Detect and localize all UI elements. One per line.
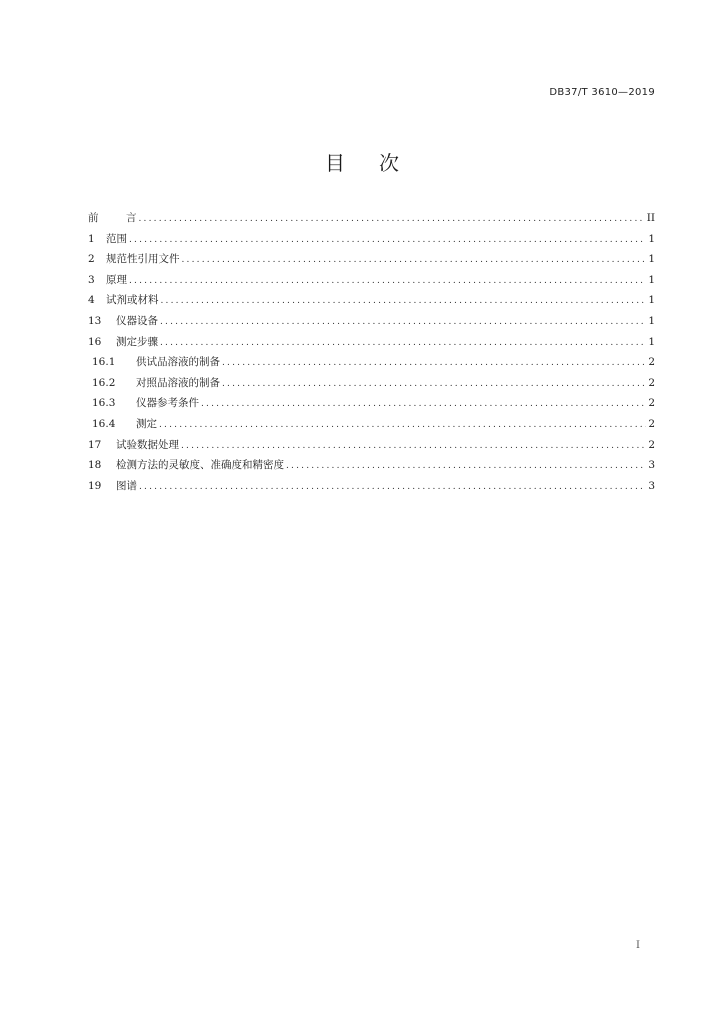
- toc-entry-page: 3: [648, 479, 655, 492]
- toc-entry-page: 2: [648, 356, 655, 369]
- toc-entry-number: 16.3: [92, 397, 116, 410]
- toc-entry-19[interactable]: [88, 478, 655, 499]
- toc-entry-page: 3: [648, 459, 655, 472]
- toc-leader-dots: [201, 399, 646, 409]
- toc-leader-dots: [160, 338, 646, 348]
- toc-entry-number: 前: [88, 212, 99, 224]
- toc-entry-16-1[interactable]: [88, 354, 655, 375]
- toc-entry-page: 2: [648, 417, 655, 430]
- toc-entry-1[interactable]: [88, 231, 655, 252]
- toc-entry-number: 2: [88, 253, 95, 266]
- toc-entry-4[interactable]: [88, 292, 655, 313]
- toc-leader-dots: [222, 358, 646, 368]
- toc-entry-label: 对照品溶液的制备: [136, 376, 220, 389]
- toc-entry-number: 4: [88, 294, 95, 307]
- toc-leader-dots: [182, 255, 647, 265]
- toc-entry-16-2[interactable]: [88, 375, 655, 396]
- toc-entry-16-3[interactable]: [88, 395, 655, 416]
- toc-entry-page: 1: [648, 294, 655, 307]
- page-title: 目次: [325, 151, 433, 175]
- toc-leader-dots: [160, 317, 646, 327]
- toc-entry-number: 16.1: [92, 356, 116, 369]
- toc-leader-dots: [129, 276, 646, 286]
- toc-entry-number: 16.2: [92, 376, 116, 389]
- toc-leader-dots: [161, 296, 647, 306]
- footer-page-number: I: [636, 940, 640, 951]
- toc-leader-dots: [222, 379, 646, 389]
- toc-entry-label: 试验数据处理: [116, 438, 179, 451]
- toc-leader-dots: [139, 214, 645, 224]
- toc-entry-number: 16.4: [92, 417, 116, 430]
- toc-entry-16-4[interactable]: [88, 416, 655, 437]
- toc-leader-dots: [181, 441, 646, 451]
- toc-entry-page: 2: [648, 376, 655, 389]
- toc-entry-label: 图谱: [116, 479, 137, 492]
- toc-entry-number: 18: [88, 459, 102, 472]
- toc-entry-label: 测定步骤: [116, 335, 158, 348]
- document-code: DB37/T 3610—2019: [549, 87, 655, 98]
- toc-entry-number: 13: [88, 314, 102, 327]
- toc-leader-dots: [129, 235, 646, 245]
- toc-entry-label: 范围: [106, 232, 127, 245]
- toc-entry-label: 供试品溶液的制备: [136, 356, 220, 369]
- toc-entry-page: 2: [648, 438, 655, 451]
- toc-entry-page: 1: [648, 335, 655, 348]
- toc-entry-page: 1: [648, 314, 655, 327]
- toc-entry-number: 19: [88, 479, 102, 492]
- toc-entry-number: 17: [88, 438, 102, 451]
- toc-entry-page: II: [646, 212, 655, 224]
- toc-entry-17[interactable]: [88, 437, 655, 458]
- toc-leader-dots: [159, 420, 646, 430]
- toc-entry-label: 试剂或材料: [106, 294, 159, 307]
- toc-entry-3[interactable]: [88, 272, 655, 293]
- toc-entry-2[interactable]: [88, 251, 655, 272]
- toc-entry-label: 检测方法的灵敏度、准确度和精密度: [116, 459, 284, 472]
- toc-entry-18[interactable]: [88, 457, 655, 478]
- toc-entry-label: 测定: [136, 417, 157, 430]
- toc-leader-dots: [286, 461, 646, 471]
- toc-entry-label: 言: [126, 212, 137, 224]
- toc-entry-label: 仪器参考条件: [136, 397, 199, 410]
- toc-entry-number: 3: [88, 273, 95, 286]
- toc-entry-number: 16: [88, 335, 102, 348]
- table-of-contents: [88, 210, 655, 498]
- toc-entry-page: 1: [648, 232, 655, 245]
- toc-entry-page: 2: [648, 397, 655, 410]
- toc-entry-foreword[interactable]: [88, 210, 655, 231]
- toc-entry-number: 1: [88, 232, 95, 245]
- toc-leader-dots: [139, 482, 646, 492]
- toc-entry-label: 原理: [106, 273, 127, 286]
- toc-entry-page: 1: [648, 253, 655, 266]
- toc-entry-page: 1: [648, 273, 655, 286]
- toc-entry-label: 仪器设备: [116, 314, 158, 327]
- toc-entry-13[interactable]: [88, 313, 655, 334]
- toc-entry-label: 规范性引用文件: [106, 253, 180, 266]
- toc-entry-16[interactable]: [88, 334, 655, 355]
